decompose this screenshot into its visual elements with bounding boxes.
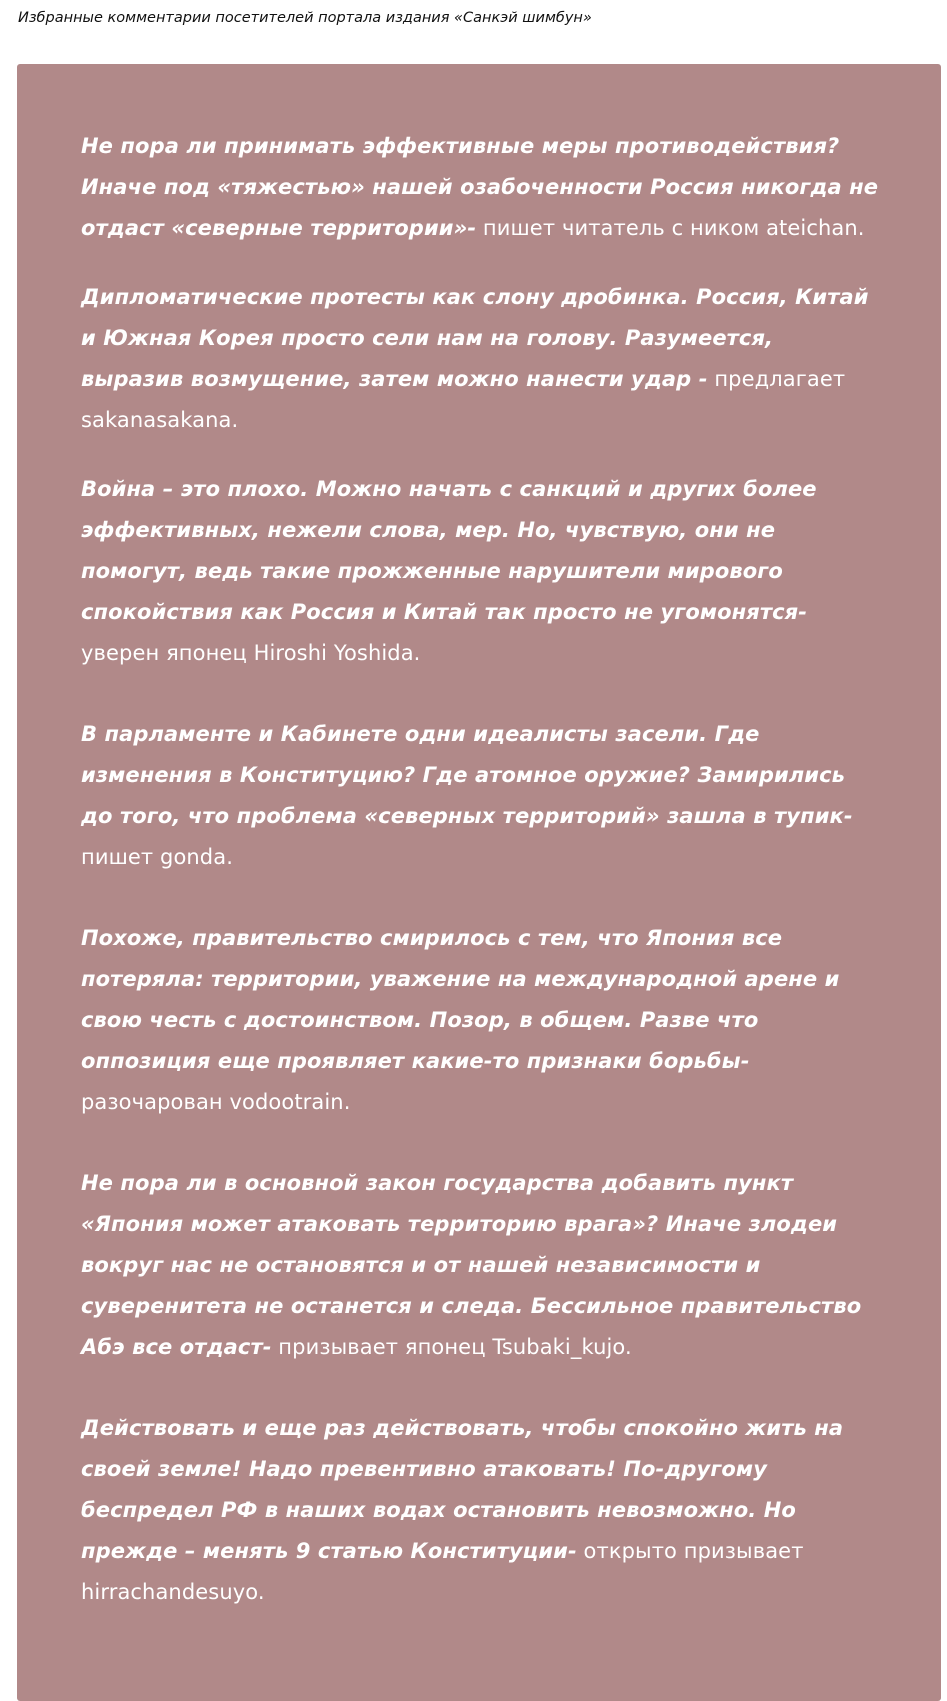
comment-quote: Дипломатические протесты как слону дробинка. Россия, Китай и Южная Корея просто сели нам на голову. Разумеется, выразив возмущение, затем можно нанести удар - <box>81 285 869 391</box>
comment-item <box>81 1163 881 1368</box>
comment-quote: Похоже, правительство смирилось с тем, что Япония все потеряла: территории, уважение на международной арене и свою честь с достоинством. Позор, в общем. Разве что оппозиция еще проявляет какие-то признаки борьбы- <box>81 926 840 1073</box>
comment-item <box>81 918 881 1123</box>
comment-quote: Не пора ли в основной закон государства добавить пункт «Япония может атаковать территорию врага»? Иначе злодеи вокруг нас не остановятся и от нашей независимости и суверенитета не останется и следа. Бессильное правительство Абэ все отдаст- <box>81 1171 862 1359</box>
comment-attribution: предлагает sakanasakana. <box>81 367 846 432</box>
comment-quote: Действовать и еще раз действовать, чтобы спокойно жить на своей земле! Надо превентивно атаковать! По-другому беспредел РФ в наших водах остановить невозможно. Но прежде – менять 9 статью Конституции- <box>81 1416 844 1563</box>
comment-attribution: уверен японец Hiroshi Yoshida. <box>81 641 421 665</box>
comment-item <box>81 126 881 249</box>
comment-attribution: пишет gonda. <box>81 845 233 869</box>
comment-attribution: пишет читатель с ником ateichan. <box>476 216 865 240</box>
comment-item <box>81 1408 881 1613</box>
comment-item <box>81 469 881 674</box>
comment-quote: Война – это плохо. Можно начать с санкций и других более эффективных, нежели слова, мер. Но, чувствую, они не помогут, ведь такие прожженные нарушители мирового спокойствия как Россия и Китай так просто не угомонятся- <box>81 477 817 624</box>
comment-quote: Не пора ли принимать эффективные меры противодействия? Иначе под «тяжестью» нашей озабоченности Россия никогда не отдаст «северные территории»- <box>81 134 879 240</box>
comment-item <box>81 277 881 441</box>
comment-item <box>81 714 881 878</box>
comment-attribution: призывает японец Tsubaki_kujo. <box>271 1335 632 1359</box>
comment-attribution: открыто призывает hirrachandesuyo. <box>81 1539 804 1604</box>
article-caption: Избранные комментарии посетителей портала издания «Санкэй шимбун» <box>18 10 592 26</box>
comment-quote: В парламенте и Кабинете одни идеалисты засели. Где изменения в Конституцию? Где атомное оружие? Замирились до того, что проблема «северных территорий» зашла в тупик- <box>81 722 853 828</box>
comment-attribution: разочарован vodootrain. <box>81 1090 351 1114</box>
comments-quote-box <box>17 64 941 1701</box>
